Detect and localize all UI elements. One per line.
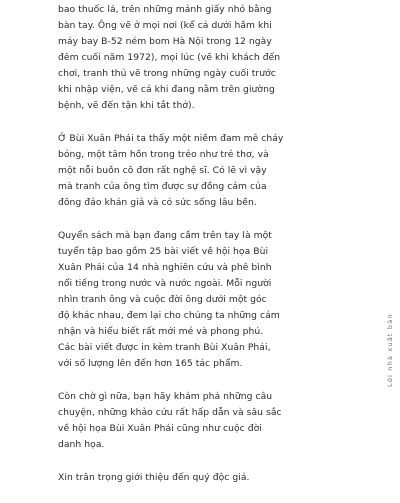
- text-line: nổi tiếng trong nước và nước ngoài. Mỗi người: [58, 278, 272, 289]
- text-line: độ khác nhau, đem lại cho chúng ta những cảm: [58, 310, 280, 321]
- text-line: khi nhập viện, vẽ cả khi đang nằm trên giường: [58, 84, 275, 95]
- text-line: mà tranh của ông tìm được sự đồng cảm của: [58, 181, 267, 192]
- paragraph-5: [58, 470, 344, 486]
- text-line: danh họa.: [58, 439, 105, 450]
- paragraph-3: [58, 228, 344, 372]
- text-line: Ở Bùi Xuân Phái ta thấy một niềm đam mê cháy: [58, 133, 284, 144]
- text-line: Xin trân trọng giới thiệu đến quý độc giả.: [58, 472, 250, 483]
- text-line: Còn chờ gì nữa, bạn hãy khám phá những câu: [58, 391, 273, 402]
- text-line: Các bài viết được in kèm tranh Bùi Xuân Phái,: [58, 342, 271, 353]
- text-line: chơi, tranh thủ vẽ trong những ngày cuối trước: [58, 68, 276, 79]
- text-line: máy bay B-52 ném bom Hà Nội trong 12 ngày: [58, 36, 272, 47]
- text-line: một nỗi buồn cô đơn rất nghệ sĩ. Có lẽ vì vậy: [58, 165, 267, 176]
- body-text: [58, 2, 344, 503]
- text-line: Xuân Phái của 14 nhà nghiên cứu và phê bình: [58, 262, 272, 273]
- text-line: bệnh, vẽ đến tận khi tắt thở).: [58, 100, 195, 111]
- text-line: bỏng, một tâm hồn trong trẻo như trẻ thơ, và: [58, 149, 269, 160]
- text-line: nhìn tranh ông và cuộc đời ông dưới một góc: [58, 294, 267, 305]
- text-line: chuyện, những khảo cứu rất hấp dẫn và sâu sắc: [58, 407, 282, 418]
- paragraph-1: [58, 2, 344, 114]
- text-line: đông đảo khán giả và có sức sống lâu bền.: [58, 197, 257, 208]
- section-running-title: Lời nhà xuất bản: [386, 313, 394, 387]
- text-line: bao thuốc lá, trên những mảnh giấy nhỏ bằng: [58, 4, 272, 15]
- paragraph-2: [58, 131, 344, 211]
- text-line: về hội họa Bùi Xuân Phái cũng như cuộc đời: [58, 423, 262, 434]
- text-line: Quyển sách mà bạn đang cầm trên tay là một: [58, 230, 272, 241]
- paragraph-4: [58, 389, 344, 453]
- text-line: nhận và hiểu biết rất mới mẻ và phong phú.: [58, 326, 264, 337]
- text-line: đêm cuối năm 1972), mọi lúc (vẽ khi khách đến: [58, 52, 281, 63]
- text-line: với số lượng lên đến hơn 165 tác phẩm.: [58, 358, 243, 369]
- text-line: bàn tay. Ông vẽ ở mọi nơi (kể cả dưới hầm khi: [58, 20, 272, 31]
- text-line: tuyển tập bao gồm 25 bài viết về hội họa Bùi: [58, 246, 269, 257]
